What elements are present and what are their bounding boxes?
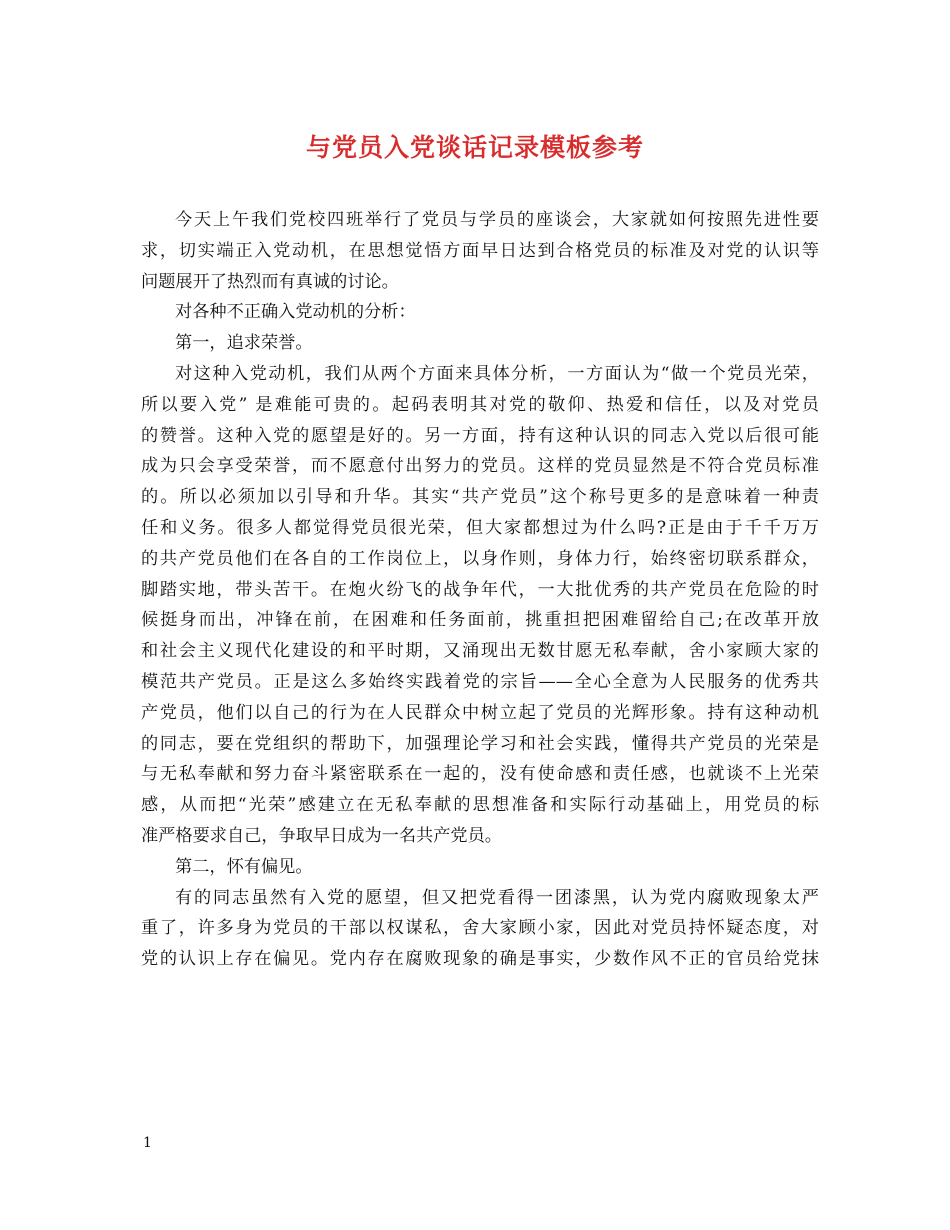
page-number: 1 <box>143 1135 152 1151</box>
paragraph <box>141 883 819 975</box>
paragraph-line: 问题展开了热烈而有真诚的讨论。 <box>141 271 399 292</box>
paragraph-line: 脚踏实地，带头苦干。在炮火纷飞的战争年代，一大批优秀的共产党员在危险的时 <box>141 579 819 600</box>
paragraph-line: 党的认识上存在偏见。党内存在腐败现象的确是事实，少数作风不正的官员给党抹 <box>141 949 819 970</box>
paragraph <box>141 359 819 852</box>
document-body <box>141 205 819 975</box>
paragraph <box>141 205 819 297</box>
paragraph-line: 和社会主义现代化建设的和平时期，又涌现出无数甘愿无私奉献，舍小家顾大家的 <box>141 641 819 662</box>
paragraph-line: 所以要入党” 是难能可贵的。起码表明其对党的敬仰、热爱和信任，以及对党员 <box>141 394 819 415</box>
paragraph-heading: 对各种不正确入党动机的分析： <box>175 302 416 323</box>
paragraph-heading: 第二，怀有偏见。 <box>175 856 313 877</box>
document-title: 与党员入党谈话记录模板参考 <box>305 133 644 162</box>
paragraph-line: 重了，许多身为党员的干部以权谋私，舍大家顾小家，因此对党员持怀疑态度，对 <box>141 918 819 939</box>
paragraph-line: 的赞誉。这种入党的愿望是好的。另一方面，持有这种认识的同志入党以后很可能 <box>141 425 819 446</box>
paragraph-line: 今天上午我们党校四班举行了党员与学员的座谈会，大家就如何按照先进性要 <box>175 210 819 230</box>
paragraph-line: 候挺身而出，冲锋在前，在困难和任务面前，挑重担把困难留给自己;在改革开放 <box>141 610 819 631</box>
paragraph-line: 感，从而把“光荣”感建立在无私奉献的思想准备和实际行动基础上，用党员的标 <box>141 795 819 816</box>
paragraph-line: 的同志，要在党组织的帮助下，加强理论学习和社会实践，懂得共产党员的光荣是 <box>141 733 819 754</box>
paragraph-line: 有的同志虽然有入党的愿望，但又把党看得一团漆黑，认为党内腐败现象太严 <box>175 887 819 908</box>
paragraph-line: 与无私奉献和努力奋斗紧密联系在一起的，没有使命感和责任感，也就谈不上光荣 <box>141 764 819 785</box>
paragraph-line: 任和义务。很多人都觉得党员很光荣，但大家都想过为什么吗?正是由于千千万万 <box>141 517 819 538</box>
paragraph-line: 的共产党员他们在各自的工作岗位上，以身作则，身体力行，始终密切联系群众， <box>141 548 819 569</box>
paragraph-line: 产党员，他们以自己的行为在人民群众中树立起了党员的光辉形象。持有这种动机 <box>141 702 819 723</box>
paragraph-line: 求，切实端正入党动机，在思想觉悟方面早日达到合格党员的标准及对党的认识等 <box>141 240 819 261</box>
paragraph-line: 模范共产党员。正是这么多始终实践着党的宗旨——全心全意为人民服务的优秀共 <box>141 671 819 692</box>
paragraph-line: 成为只会享受荣誉，而不愿意付出努力的党员。这样的党员显然是不符合党员标准 <box>141 456 819 477</box>
paragraph-heading: 第一，追求荣誉。 <box>175 333 313 354</box>
paragraph-line: 准严格要求自己，争取早日成为一名共产党员。 <box>141 825 502 846</box>
paragraph-line: 对这种入党动机，我们从两个方面来具体分析，一方面认为“做一个党员光荣， <box>175 363 819 384</box>
paragraph-line: 的。所以必须加以引导和升华。其实“共产党员”这个称号更多的是意味着一种责 <box>141 487 819 508</box>
